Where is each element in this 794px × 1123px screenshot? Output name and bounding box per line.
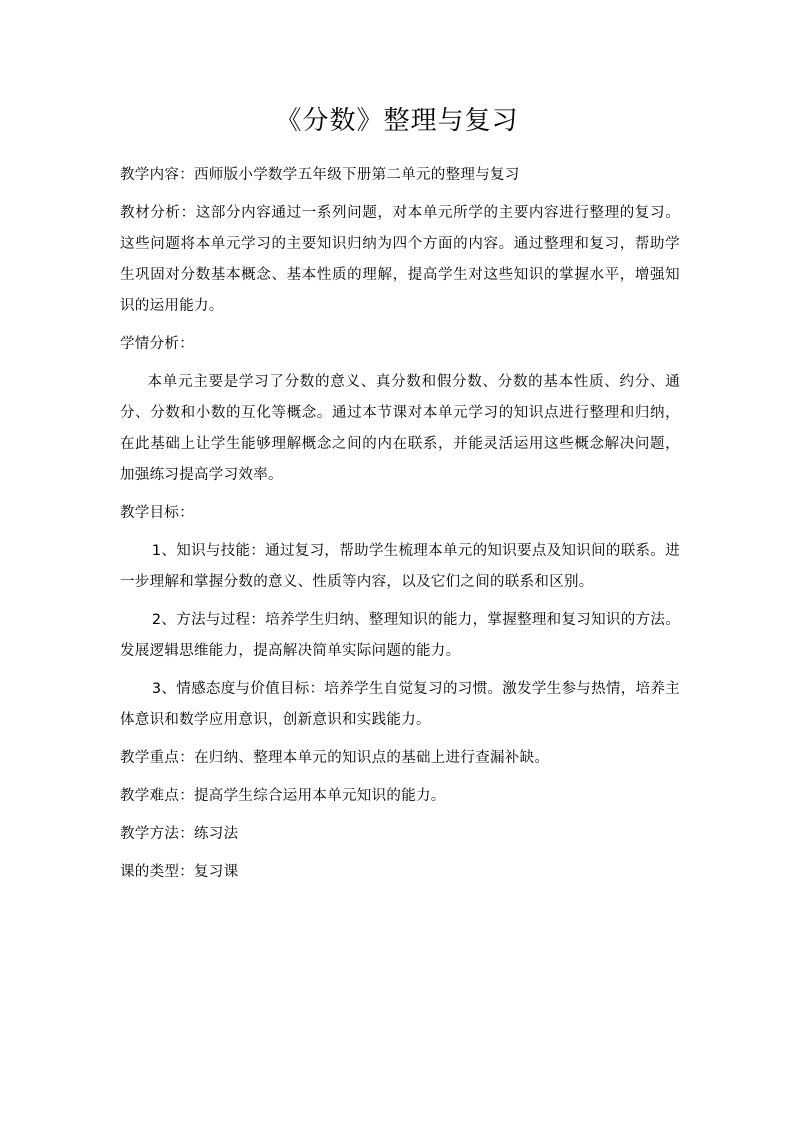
teaching-difficulty-paragraph xyxy=(120,781,680,812)
lesson-type-text: 复习课 xyxy=(194,864,239,880)
student-analysis-text: 本单元主要是学习了分数的意义、真分数和假分数、分数的基本性质、约分、通分、分数和小数的互化等概念。通过本节课对本单元学习的知识点进行整理和归纳，在此基础上让学生能够理解概念之间的内在联系，并能灵活运用这些概念解决问题，加强练习提高学习效率。 xyxy=(120,374,680,483)
teaching-difficulty-text: 提高学生综合运用本单元知识的能力。 xyxy=(194,788,446,804)
teaching-goals-heading: 教学目标： xyxy=(120,505,194,521)
teaching-content-text: 西师版小学数学五年级下册第二单元的整理与复习 xyxy=(194,167,520,183)
document-title: 《分数》整理与复习 xyxy=(275,106,519,136)
teaching-key-paragraph xyxy=(120,743,680,774)
goal-item-method: 2、方法与过程：培养学生归纳、整理知识的能力，掌握整理和复习知识的方法。发展逻辑思维能力，提高解决简单实际问题的能力。 xyxy=(120,612,680,659)
goal-item-knowledge: 1、知识与技能：通过复习，帮助学生梳理本单元的知识要点及知识间的联系。进一步理解和掌握分数的意义、性质等内容，以及它们之间的联系和区别。 xyxy=(120,543,680,590)
lesson-type-label: 课的类型： xyxy=(120,864,194,880)
material-analysis-text: 这部分内容通过一系列问题，对本单元所学的主要内容进行整理的复习。这些问题将本单元学习的主要知识归纳为四个方面的内容。通过整理和复习，帮助学生巩固对分数基本概念、基本性质的理解，提高学生对这些知识的掌握水平，增强知识的运用能力。 xyxy=(120,205,681,314)
material-analysis-paragraph xyxy=(120,198,680,322)
lesson-type-paragraph xyxy=(120,857,680,888)
teaching-method-text: 练习法 xyxy=(194,826,239,842)
teaching-method-paragraph xyxy=(120,819,680,850)
teaching-method-label: 教学方法： xyxy=(120,826,194,842)
document-body xyxy=(120,160,680,895)
teaching-content-label: 教学内容： xyxy=(120,167,194,183)
material-analysis-label: 教材分析： xyxy=(120,205,196,221)
teaching-content-paragraph xyxy=(120,160,680,191)
goal-item-attitude: 3、情感态度与价值目标：培养学生自觉复习的习惯。激发学生参与热情，培养主体意识和数学应用意识，创新意识和实践能力。 xyxy=(120,681,680,728)
teaching-key-label: 教学重点： xyxy=(120,750,194,766)
teaching-difficulty-label: 教学难点： xyxy=(120,788,194,804)
teaching-key-text: 在归纳、整理本单元的知识点的基础上进行查漏补缺。 xyxy=(194,750,550,766)
student-analysis-heading: 学情分析： xyxy=(120,336,194,352)
